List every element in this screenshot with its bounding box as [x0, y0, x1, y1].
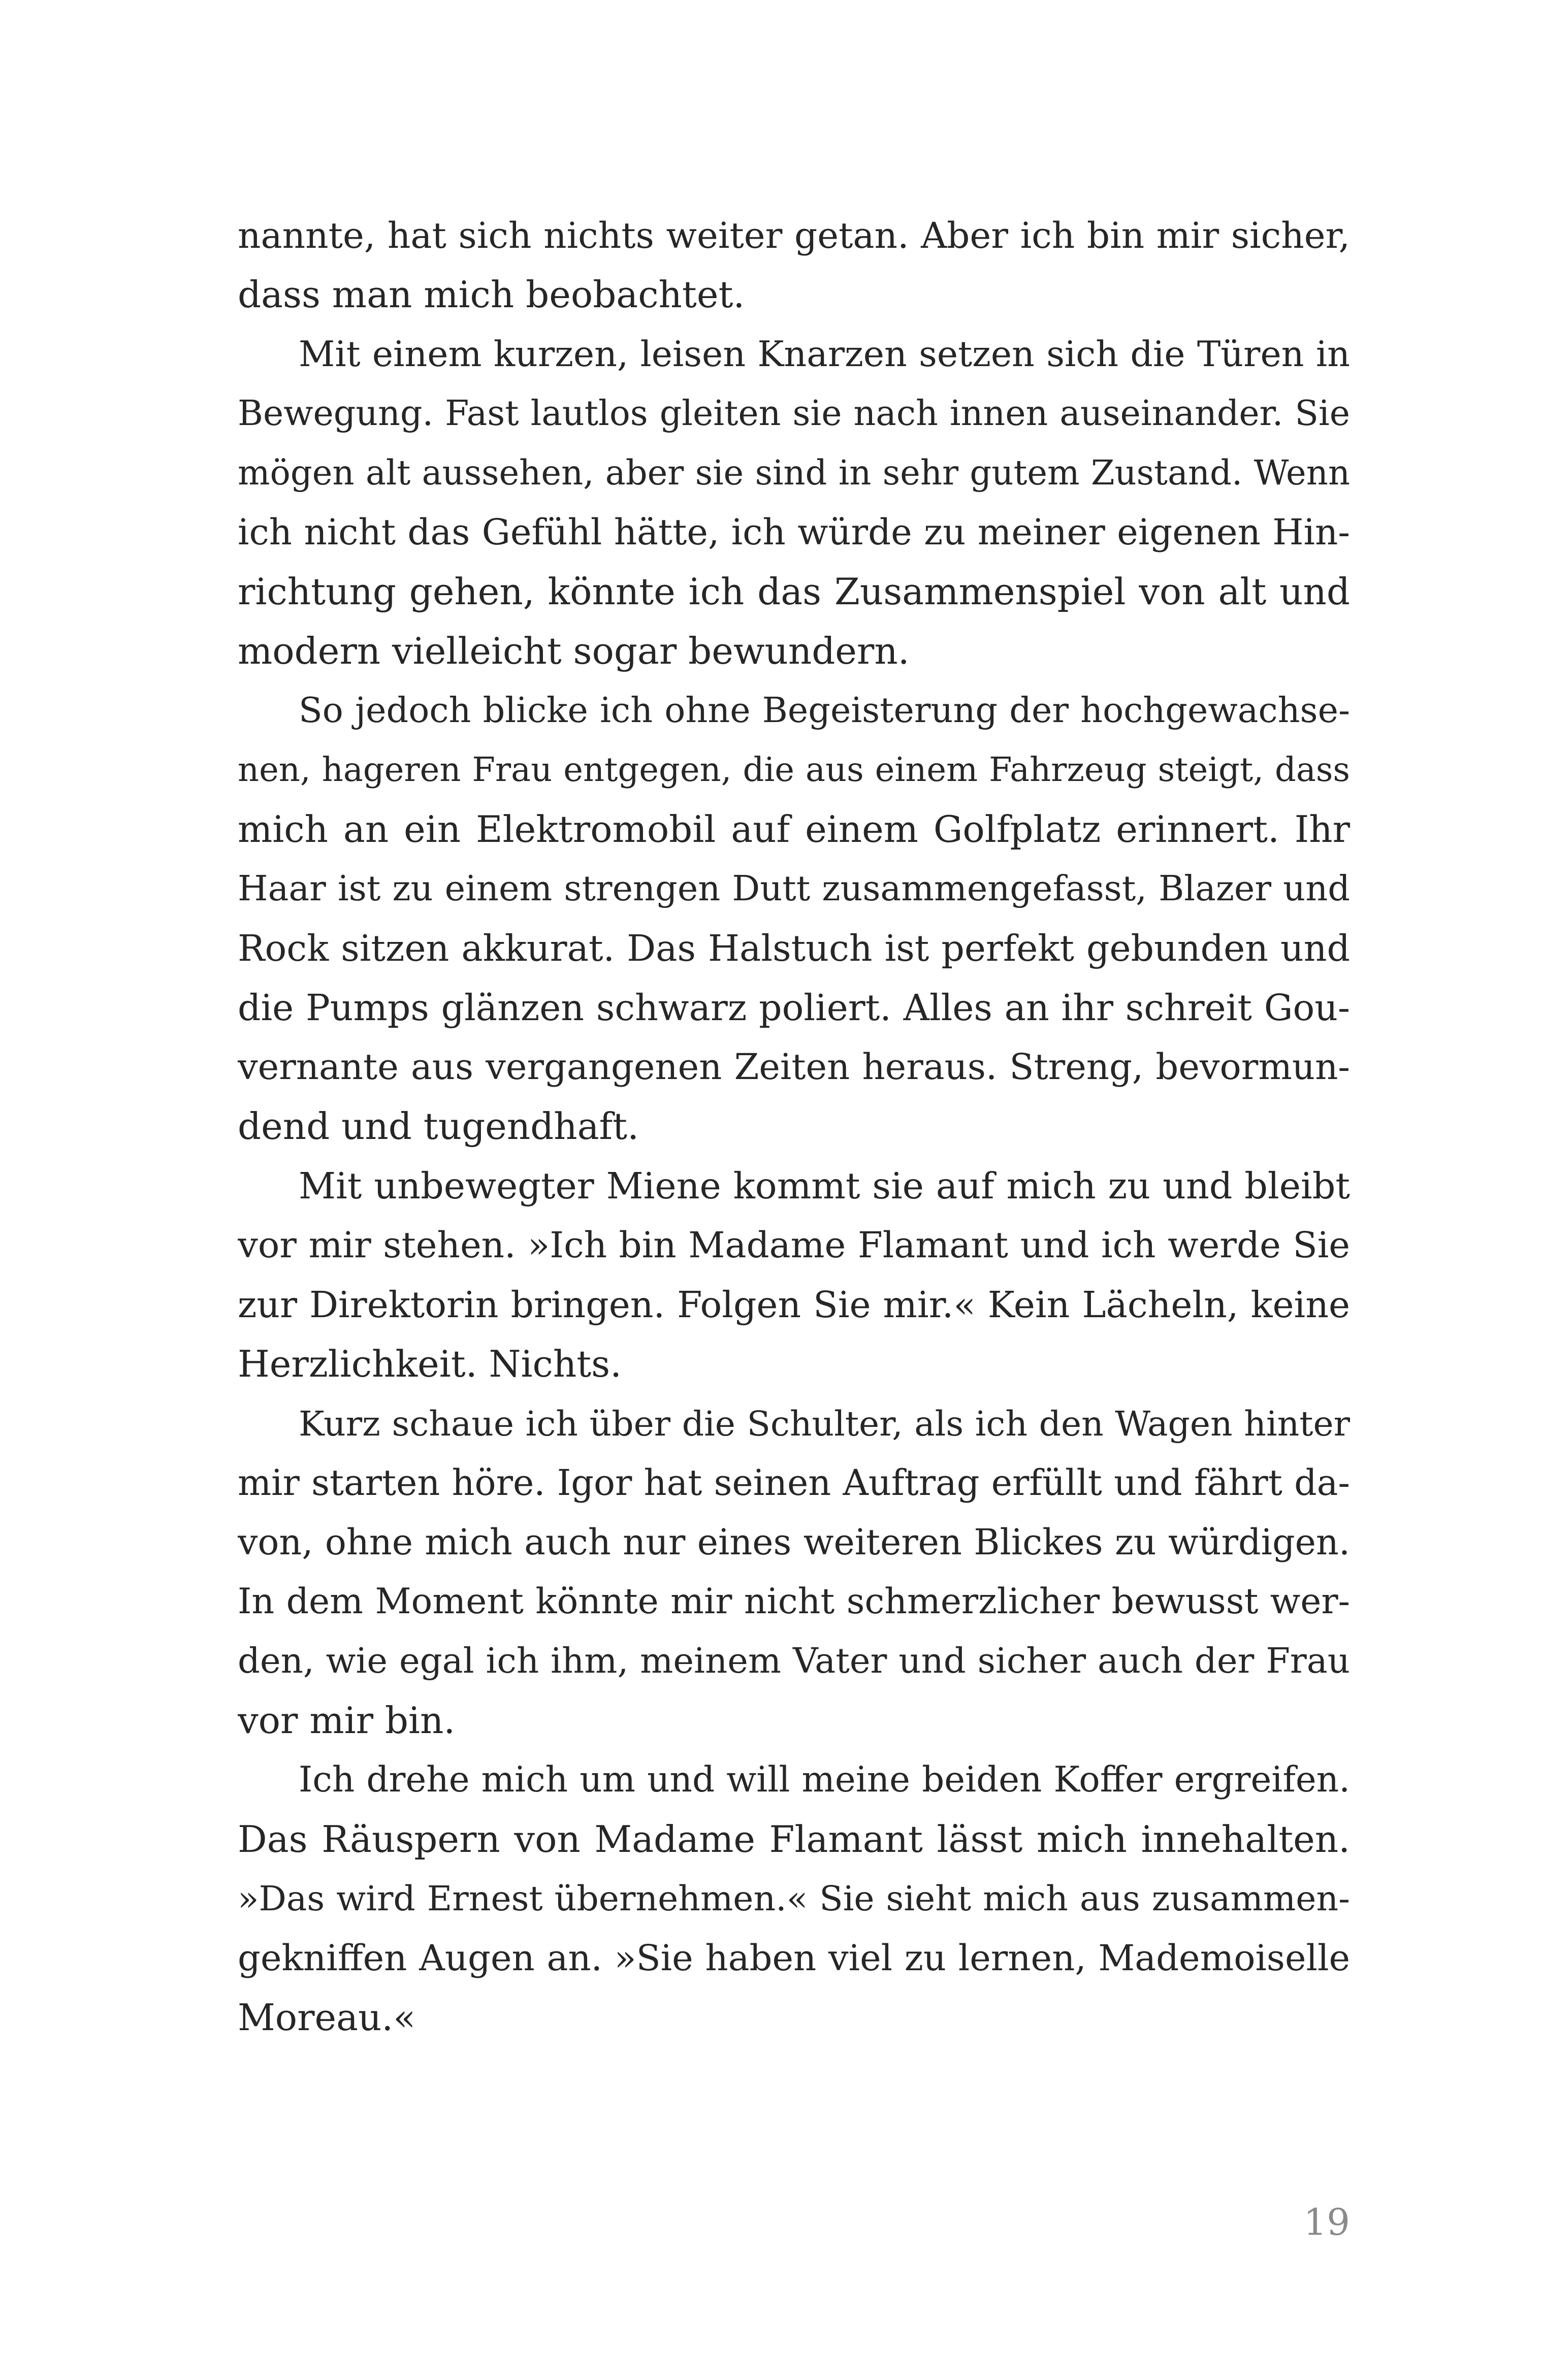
text-line: vor mir bin. [238, 1699, 456, 1742]
text-line: Das Räuspern von Madame Flamant lässt mich innehalten. [238, 1818, 1350, 1861]
text-line: dend und tugendhaft. [238, 1105, 639, 1148]
body-text [238, 206, 1350, 2047]
text-line: mich an ein Elektromobil auf einem Golfplatz erinnert. Ihr [238, 808, 1350, 851]
text-line: ich nicht das Gefühl hätte, ich würde zu meiner eigenen Hin- [238, 511, 1350, 553]
text-line: dass man mich beobachtet. [238, 273, 745, 316]
text-line: Rock sitzen akkurat. Das Halstuch ist perfekt gebunden und [238, 927, 1350, 969]
text-line: Moreau.« [238, 1996, 416, 2039]
text-line: Ich drehe mich um und will meine beiden Koffer ergreifen. [299, 1759, 1350, 1800]
text-line: den, wie egal ich ihm, meinem Vater und sicher auch der Frau [238, 1641, 1350, 1681]
text-line: Mit unbewegter Miene kommt sie auf mich zu und bleibt [299, 1165, 1350, 1207]
text-line: nannte, hat sich nichts weiter getan. Aber ich bin mir sicher, [238, 214, 1350, 256]
text-line: vernante aus vergangenen Zeiten heraus. Streng, bevormun- [238, 1046, 1350, 1088]
text-line: die Pumps glänzen schwarz poliert. Alles an ihr schreit Gou- [238, 987, 1350, 1029]
text-line: von, ohne mich auch nur eines weiteren Blickes zu würdigen. [238, 1522, 1350, 1563]
text-line: mögen alt aussehen, aber sie sind in sehr gutem Zustand. Wenn [238, 453, 1350, 493]
text-line: Bewegung. Fast lautlos gleiten sie nach innen auseinander. Sie [238, 394, 1350, 434]
text-line: Herzlichkeit. Nichts. [238, 1343, 622, 1385]
text-line: So jedoch blicke ich ohne Begeisterung der hochgewachse- [299, 691, 1350, 731]
text-line: richtung gehen, könnte ich das Zusammenspiel von alt und [238, 570, 1350, 613]
text-line: vor mir stehen. »Ich bin Madame Flamant und ich werde Sie [238, 1224, 1350, 1266]
text-line: Mit einem kurzen, leisen Knarzen setzen sich die Türen in [299, 334, 1350, 375]
text-line: »Das wird Ernest übernehmen.« Sie sieht mich aus zusammen- [238, 1879, 1350, 1919]
text-line: gekniffen Augen an. »Sie haben viel zu lernen, Mademoiselle [238, 1937, 1350, 1979]
text-line: modern vielleicht sogar bewundern. [238, 630, 910, 672]
text-line: In dem Moment könnte mir nicht schmerzlicher bewusst wer- [238, 1581, 1350, 1622]
text-line: Haar ist zu einem strengen Dutt zusammengefasst, Blazer und [238, 869, 1350, 909]
text-line: Kurz schaue ich über die Schulter, als ich den Wagen hinter [299, 1404, 1350, 1444]
text-line: nen, hageren Frau entgegen, die aus einem Fahrzeug steigt, dass [238, 751, 1350, 789]
page-number: 19 [1303, 2201, 1350, 2243]
text-line: zur Direktorin bringen. Folgen Sie mir.« Kein Lächeln, keine [238, 1284, 1350, 1326]
text-line: mir starten höre. Igor hat seinen Auftrag erfüllt und fährt da- [238, 1462, 1350, 1504]
